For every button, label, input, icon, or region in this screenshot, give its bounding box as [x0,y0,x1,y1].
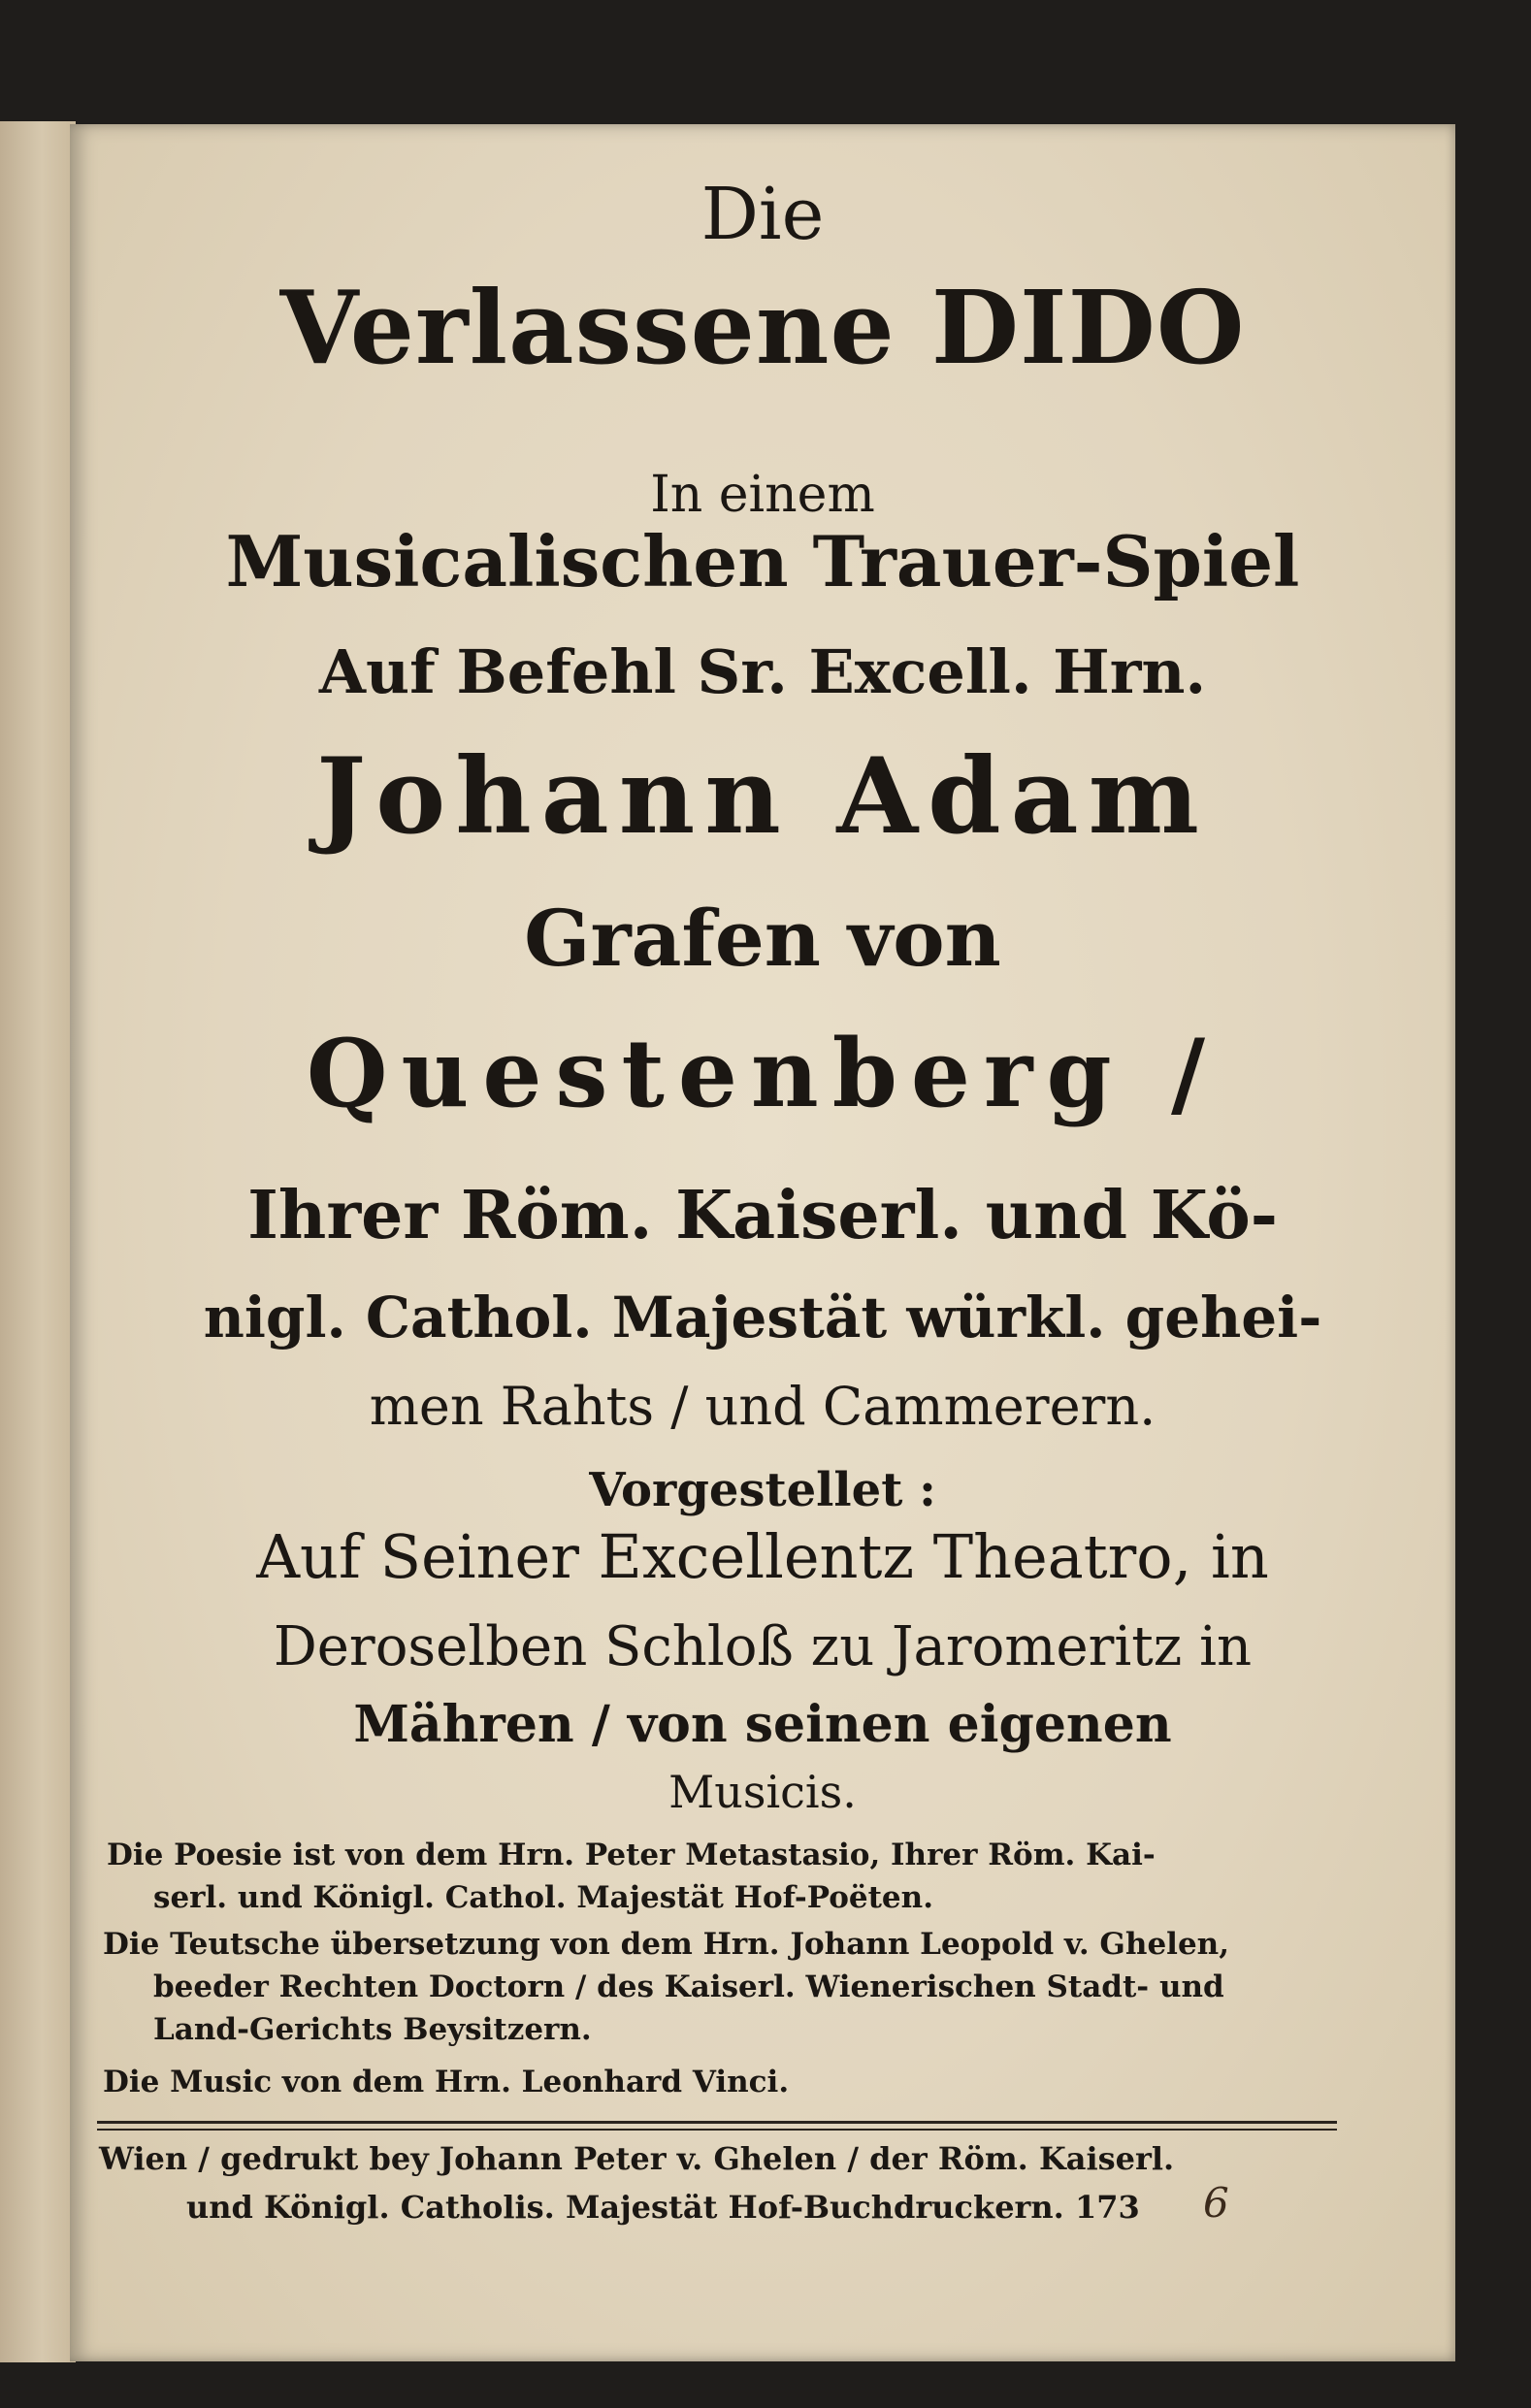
title-line-questenberg: Questenberg / [306,1019,1220,1128]
credit-line-2: serl. und Königl. Cathol. Majestät Hof-Poëten. [153,1880,933,1915]
title-line-verlassene-dido: Verlassene DIDO [279,268,1246,387]
title-line-deroselben: Deroselben Schloß zu Jaromeritz in [273,1615,1253,1678]
imprint-rule-bottom [97,2129,1337,2131]
title-line-men-rahts: men Rahts / und Cammerern. [369,1376,1156,1437]
title-page [70,124,1455,2361]
title-line-auf-befehl: Auf Befehl Sr. Excell. Hrn. [318,636,1207,707]
imprint-rule-top [97,2121,1337,2124]
title-line-vorgestellet: Vorgestellet : [589,1463,936,1517]
title-line-ihrer-roem: Ihrer Röm. Kaiserl. und Kö- [247,1177,1278,1254]
facing-page-edge [0,121,76,2362]
title-line-musicis: Musicis. [668,1766,857,1818]
credit-line-6: Die Music von dem Hrn. Leonhard Vinci. [103,2065,790,2099]
title-line-nigl-cathol: nigl. Cathol. Majestät würkl. gehei- [203,1285,1322,1350]
title-line-in-einem: In einem [650,466,875,524]
title-line-johann-adam: Johann Adam [316,735,1209,858]
imprint-line-2: und Königl. Catholis. Majestät Hof-Buchdruckern. 173 [186,2189,1140,2226]
title-line-die: Die [700,173,825,256]
credit-line-5: Land-Gerichts Beysitzern. [153,2012,592,2047]
credit-line-4: beeder Rechten Doctorn / des Kaiserl. Wienerischen Stadt- und [153,1969,1224,2004]
handwritten-year-digit: 6 [1203,2179,1229,2227]
title-line-maehren: Mähren / von seinen eigenen [353,1695,1172,1754]
credit-line-3: Die Teutsche übersetzung von dem Hrn. Johann Leopold v. Ghelen, [103,1927,1230,1962]
credit-line-1: Die Poesie ist von dem Hrn. Peter Metastasio, Ihrer Röm. Kai- [107,1838,1156,1872]
imprint-line-1: Wien / gedrukt bey Johann Peter v. Ghelen / der Röm. Kaiserl. [99,2140,1175,2177]
title-line-musicalischen: Musicalischen Trauer-Spiel [225,520,1300,602]
title-line-grafen-von: Grafen von [524,893,1001,984]
title-line-auf-seiner: Auf Seiner Excellentz Theatro, in [256,1521,1269,1592]
